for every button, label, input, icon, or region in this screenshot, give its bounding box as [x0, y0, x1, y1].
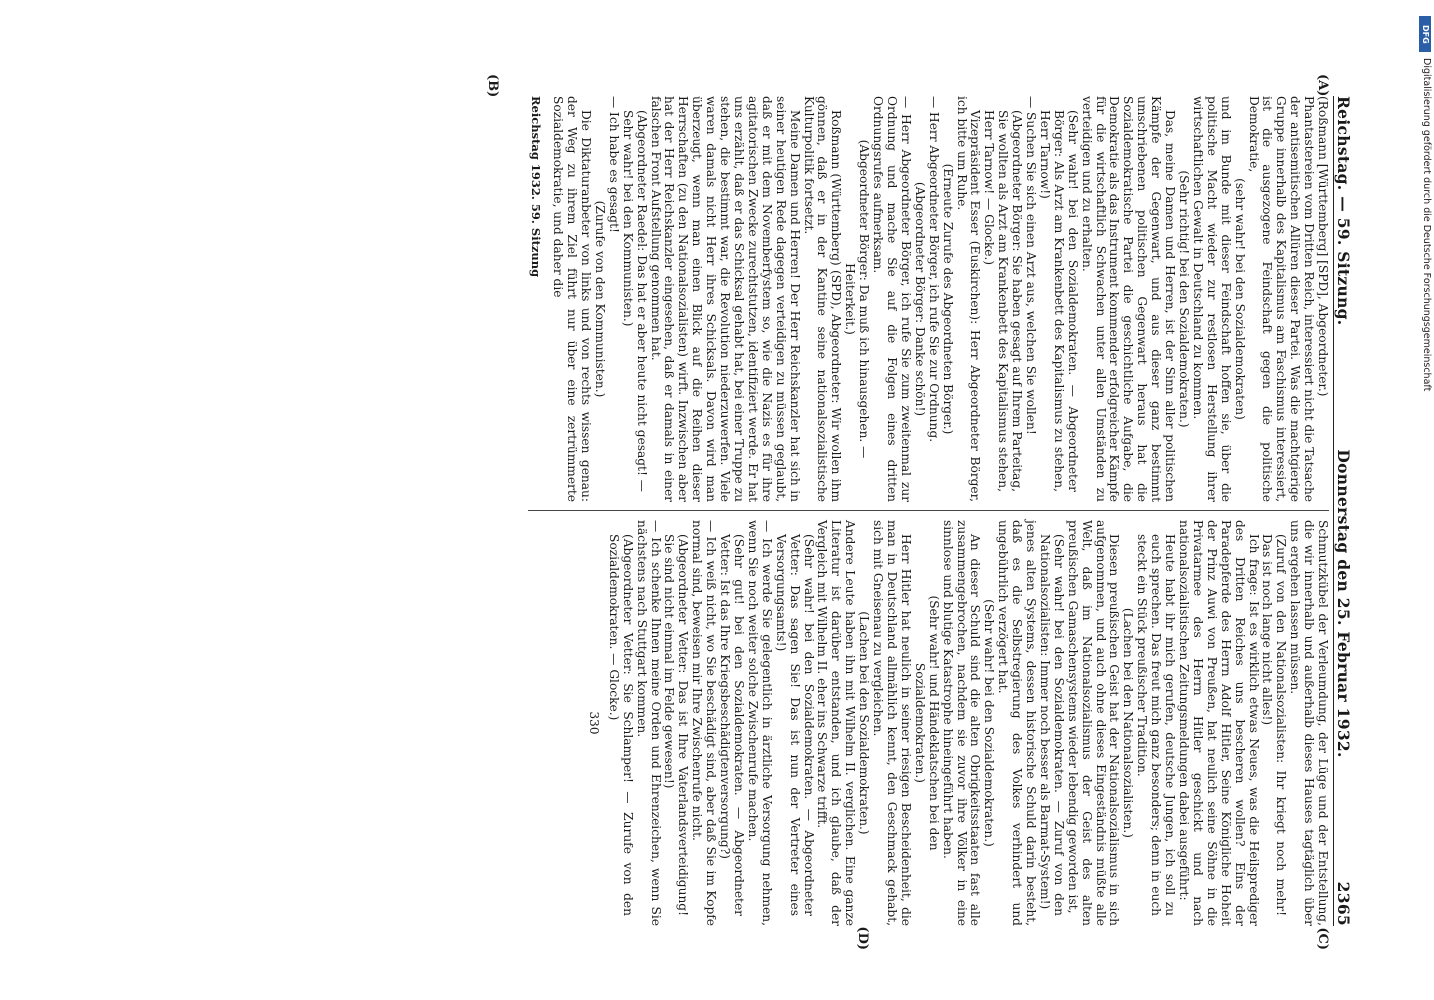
paragraph: Die Diktaturanbeter von links und von rechts wissen genau: der Weg zu ihrem Ziel führt nur über eine zertrümmerte Sozialdemokratie, und daher die: [551, 96, 594, 502]
paragraph: Vizepräsident Esser (Euskirchen): Herr Abgeordneter Börger, ich bitte um Ruhe.: [954, 96, 983, 502]
header-page-number: 2365: [1334, 881, 1353, 926]
interjection: (Sehr gut! bei den Sozialdemokraten. — Abgeordneter Vetter: Ist das Ihre Kriegsbeschädigtenversorgung?): [718, 534, 747, 916]
interjection: (Sehr richtig! bei den Sozialdemokraten.): [1177, 170, 1192, 428]
paragraph: An dieser Schuld sind die alten Obrigkeitsstaaten fast alle zusammengebrochen, nachdem sie zuvor ihre Völker in eine sinnlose und blutige Katastrophe hineingeführt haben.: [940, 520, 983, 926]
interjection: (Abgeordneter Raedel: Das hat er aber heute nicht gesagt! — Sehr wahr! bei den Kommunisten.): [620, 110, 649, 492]
page-footer: Reichstag 1932. 59. Sitzung: [529, 96, 544, 278]
paragraph: (Roßmann [Württemberg] [SPD], Abgeordneter.): [1316, 96, 1331, 397]
interjection: (Abgeordneter Börger: Da muß ich hinausgehen. — Heiterkeit.): [843, 139, 872, 459]
dfg-logo: DFG: [1419, 16, 1431, 52]
left-column-body: [550, 96, 1329, 502]
right-column: [528, 520, 1331, 950]
interjection: (Sehr wahr! bei den Sozialdemokraten. — Abgeordneter Börger: Als Arzt am Krankenbett des Kapitalismus zu stehen, Herr Tarnow!): [1037, 110, 1080, 492]
left-column: [485, 74, 1331, 503]
interjection: (Lachen bei den Sozialdemokraten.): [857, 611, 872, 835]
margin-marker-a: (A): [1315, 74, 1331, 97]
paragraph: — Ich weiß nicht, wo Sie beschädigt sind, aber daß Sie im Kopfe normal sind, beweisen mir Ihre Zwischenrufe nicht.: [690, 520, 719, 926]
interjection: (Abgeordneter Vetter: Das ist Ihre Vaterlandsverteidigung! Sie sind nicht einmal im Felde gewesen!): [662, 534, 691, 916]
interjection: (Sehr wahr! bei den Sozialdemokraten.): [982, 599, 997, 847]
interjection: (Sehr wahr! bei den Sozialdemokraten. — Zuruf von den Nationalsozialisten: Immer noch besser als Barmat-System!): [1037, 534, 1066, 916]
column-divider: [528, 510, 1329, 511]
paragraph: jenes alten Systems, dessen historische Schuld darin besteht, daß es die Selbstregierung des Volkes verhindert und ungebührlich verzögert hat.: [996, 520, 1039, 926]
paragraph: Andere Leute haben ihn mit Wilhelm II. verglichen. Eine ganze Literatur ist darüber entstanden, und ich glaube, daß der Vergleich mit Wilhelm II. eher ins Schwarze trifft.: [815, 520, 858, 926]
paragraph: Schmutzkübel der Verleumdung, der Lüge und der Entstellung, die wir innerhalb und außerhalb dieses Hauses tagtäglich über uns ergehen lassen müssen.: [1288, 520, 1331, 926]
interjection: (Zurufe von den Kommunisten.): [592, 200, 607, 398]
right-column-body: [606, 520, 1329, 926]
paragraph: — Ich werde Sie gelegentlich in ärztliche Versorgung nehmen, wenn Sie noch weiter solche Zwischenrufe machen.: [745, 520, 774, 926]
bottom-page-number: 330: [586, 711, 601, 735]
interjection: (Lachen bei den Nationalsozialisten.): [1121, 607, 1136, 839]
interjection: (sehr wahr! bei den Sozialdemokraten): [1232, 178, 1247, 420]
paragraph: Ich frage: Ist es wirklich etwas Neues, was die Heilsprediger des Dritten Reiches uns bescheren wollen? Eins der Paradepferde des Herrn Adolf Hitler, Seine Königliche Hoheit der Prinz Auwi von Preußen, hat neulich seine Söhne in die Privatarmee des Herrn Hitler geschickt und nach nationalsozialistischen Zeitungsmeldungen dabei ausgeführt:: [1177, 520, 1261, 926]
paragraph: Roßmann (Württemberg) (SPD), Abgeordneter: Wir wollen ihm gönnen, daß er in der Kantine seine nationalsozialistische Kulturpolitik fortsetzt.: [801, 96, 844, 502]
paragraph: — Herr Abgeordneter Börger, ich rufe Sie zum zweitenmal zur Ordnung und mache Sie auf die Folgen eines dritten Ordnungsrufes aufmerksam.: [871, 96, 913, 502]
funding-note: [1418, 8, 1432, 868]
page-header: [1333, 96, 1353, 926]
paragraph: — Herr Abgeordneter Börger, ich rufe Sie zur Ordnung.: [926, 96, 941, 443]
interjection: (Abgeordneter Vetter: Sie Schlamper! — Zurufe von den Sozialdemokraten. — Glocke.): [606, 534, 635, 916]
paragraph: Herr Hitler hat neulich in seiner riesigen Bescheidenheit, die man in Deutschland allmählich kennt, den Geschmack gehabt, sich mit Gneisenau zu vergleichen.: [871, 520, 913, 926]
margin-marker-c: (C): [1315, 927, 1331, 950]
paragraph: Diesen preußischen Geist hat der Nationalsozialismus in sich aufgenommen, und auch ohne dieses Eingeständnis müßte alle Welt, daß im Nationalsozialismus der Geist des alten preußischen Gamaschensystems wieder lebendig geworden ist,: [1065, 520, 1122, 926]
paragraph: — Ich schenke Ihnen meine Orden und Ehrenzeichen, wenn Sie nächstens nach Stuttgart kommen.: [634, 520, 663, 926]
interjection: (Erneute Zurufe des Abgeordneten Börger.): [940, 163, 955, 435]
paragraph: Das, meine Damen und Herren, ist der Sinn aller politischen Kämpfe der Gegenwart, und aus dieser ganz bestimmt umschriebenen politischen Gegenwart heraus hat die Sozialdemokratische Partei die geschichtliche Aufgabe, die Demokratie als das Instrument kommender erfolgreicher Kämpfe für die wirtschaftlich Schwachen unter allen Umständen zu verteidigen und zu erhalten.: [1079, 96, 1178, 502]
interjection: (Abgeordneter Börger: Sie haben gesagt auf Ihrem Parteitag, Sie wollten als Arzt am Krankenbett des Kapitalismus stehen, Herr Tarnow! — Glocke.): [982, 110, 1025, 492]
paragraph: Phantastereien vom Dritten Reich, interessiert nicht die Tatsache der antisemitischen Allüren dieser Partei. Was die machtgierige Gruppe innerhalb des Kapitalismus am Faschismus interessiert, ist die ausgezogene Feindschaft gegen die politische Demokratie,: [1246, 96, 1317, 503]
paragraph: — Ich habe es gesagt!: [606, 96, 621, 233]
interjection: (Zuruf von den Nationalsozialisten: Ihr kriegt noch mehr! Das ist noch lange nicht alles!): [1260, 534, 1289, 916]
interjection: Heute habt ihr mich gerufen, deutsche Jungen, ich soll zu euch sprechen. Das freut mich ganz besonders; denn in euch steckt ein Stück preußischer Tradition.: [1135, 534, 1178, 916]
paragraph: Meine Damen und Herren! Der Herr Reichskanzler hat sich in seiner heutigen Rede dagegen verteidigen zu müssen geglaubt, daß er mit dem Novemberfystem so, wie die Nazis es für ihre agitatorischen Zwecke zurechtstutzen, identifiziert werde. Er hat uns erzählt, daß er das Schicksal gehabt hat, bei einer Truppe zu stehen, die bestimmt war, die Revolution niederzuwerfen. Viele waren damals nicht Herr ihres Schicksals. Davon wird man überzeugt, wenn man einen Blick auf die Reihen dieser Herrschaften (zu den Nationalsozialisten) wirft. Inzwischen aber hat der Herr Reichskanzler eingesehen, daß er damals in einer falschen Front Aufstellung genommen hat.: [648, 96, 802, 502]
paragraph: und im Bunde mit dieser Feindschaft hoffen sie, über die politische Macht wieder zur restlosen Herstellung ihrer wirtschaftlichen Gewalt in Deutschland zu kommen.: [1190, 96, 1233, 502]
interjection: (Sehr wahr! bei den Sozialdemokraten. — Abgeordneter Vetter: Das sagen Sie! Das ist nun der Vertreter eines Versorgungsamts!): [773, 534, 816, 916]
funding-note-text: Digitalisierung gefördert durch die Deutsche Forschungsgemeinschaft: [1421, 58, 1432, 392]
text-columns: [485, 74, 1331, 950]
paragraph: — Suchen Sie sich einen Arzt aus, welchen Sie wollen!: [1024, 96, 1039, 435]
interjection: (Sehr wahr! und Händeklatschen bei den Sozialdemokraten.): [912, 595, 941, 851]
header-left: Reichstag. — 59. Sitzung.: [1334, 96, 1353, 326]
header-date: Donnerstag den 25. Februar 1932.: [1334, 449, 1353, 758]
margin-marker-b: (B): [485, 74, 501, 98]
margin-marker-d: (D): [855, 926, 871, 950]
interjection: (Abgeordneter Börger: Danke schön!): [912, 181, 927, 417]
